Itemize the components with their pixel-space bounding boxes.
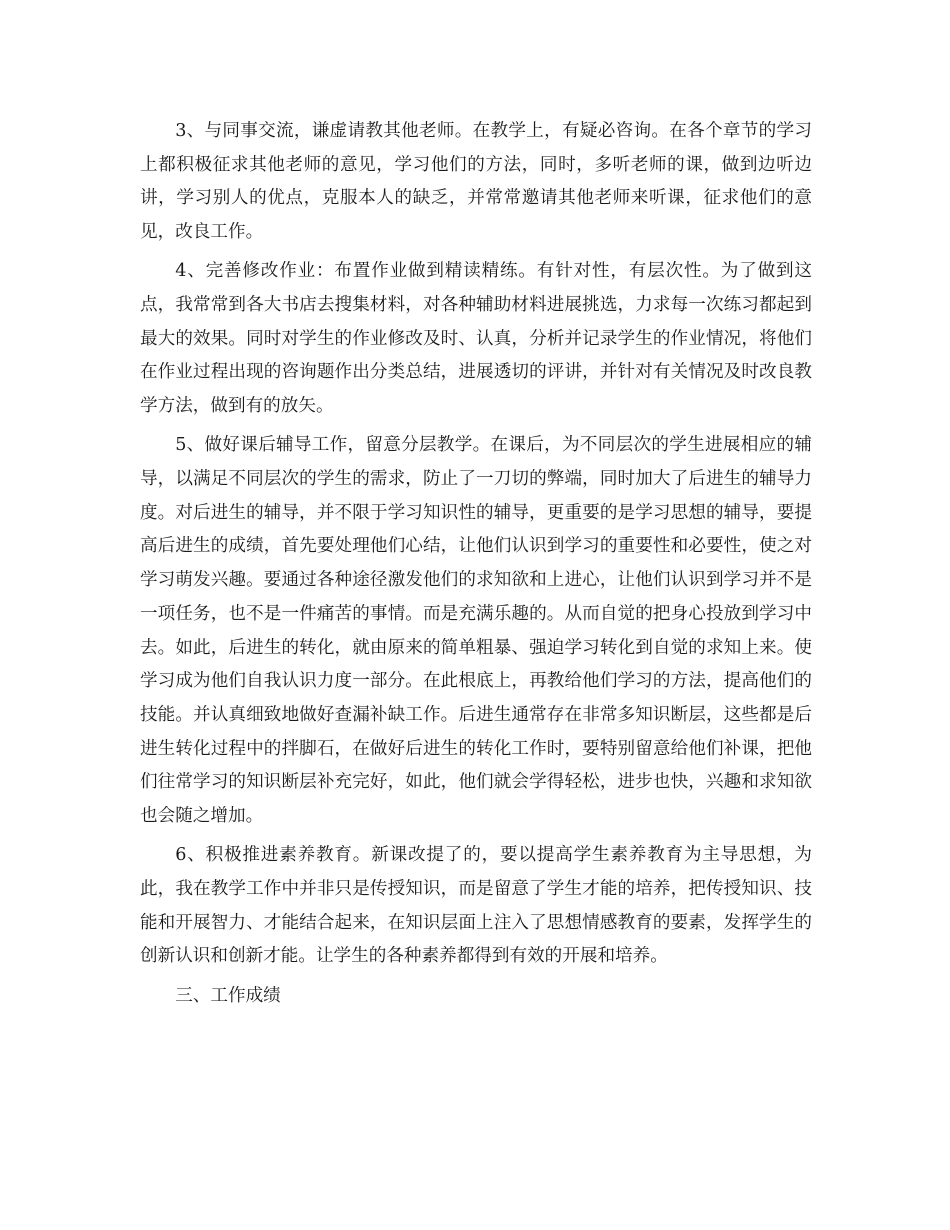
paragraph-4-homework-revision: 4、完善修改作业：布置作业做到精读精练。有针对性，有层次性。为了做到这点，我常常到各大书店去搜集材料，对各种辅助材料进展挑选，力求每一次练习都起到最大的效果。同时对学生的作业修改及时、认真，分析并记录学生的作业情况，将他们在作业过程出现的咨询题作出分类总结，进展透切的评讲，并针对有关情况及时改良教学方法，做到有的放矢。 [140,261,812,417]
paragraph-5-after-class-tutoring: 5、做好课后辅导工作，留意分层教学。在课后，为不同层次的学生进展相应的辅导，以满足不同层次的学生的需求，防止了一刀切的弊端，同时加大了后进生的辅导力度。对后进生的辅导，并不限于学习知识性的辅导，更重要的是学习思想的辅导，要提高后进生的成绩，首先要处理他们心结，让他们认识到学习的重要性和必要性，使之对学习萌发兴趣。要通过各种途径激发他们的求知欲和上进心，让他们认识到学习并不是一项任务，也不是一件痛苦的事情。而是充满乐趣的。从而自觉的把身心投放到学习中去。如此，后进生的转化，就由原来的简单粗暴、强迫学习转化到自觉的求知上来。使学习成为他们自我认识力度一部分。在此根底上，再教给他们学习的方法，提高他们的技能。并认真细致地做好查漏补缺工作。后进生通常存在非常多知识断层，这些都是后进生转化过程中的拌脚石，在做好后进生的转化工作时，要特别留意给他们补课，把他们往常学习的知识断层补充完好，如此，他们就会学得轻松，进步也快，兴趣和求知欲也会随之增加。 [140,435,812,827]
paragraph-6-quality-education: 6、积极推进素养教育。新课改提了的，要以提高学生素养教育为主导思想，为此，我在教学工作中并非只是传授知识，而是留意了学生才能的培养，把传授知识、技能和开展智力、才能结合起来，在知识层面上注入了思想情感教育的要素，发挥学生的创新认识和创新才能。让学生的各种素养都得到有效的开展和培养。 [140,845,812,967]
document-body [140,115,812,1013]
section-heading-work-results: 三、工作成绩 [175,985,281,1006]
paragraph-3-colleague-exchange: 3、与同事交流，谦虚请教其他老师。在教学上，有疑必咨询。在各个章节的学习上都积极征求其他老师的意见，学习他们的方法，同时，多听老师的课，做到边听边讲，学习别人的优点，克服本人的缺乏，并常常邀请其他老师来听课，征求他们的意见，改良工作。 [140,121,812,243]
